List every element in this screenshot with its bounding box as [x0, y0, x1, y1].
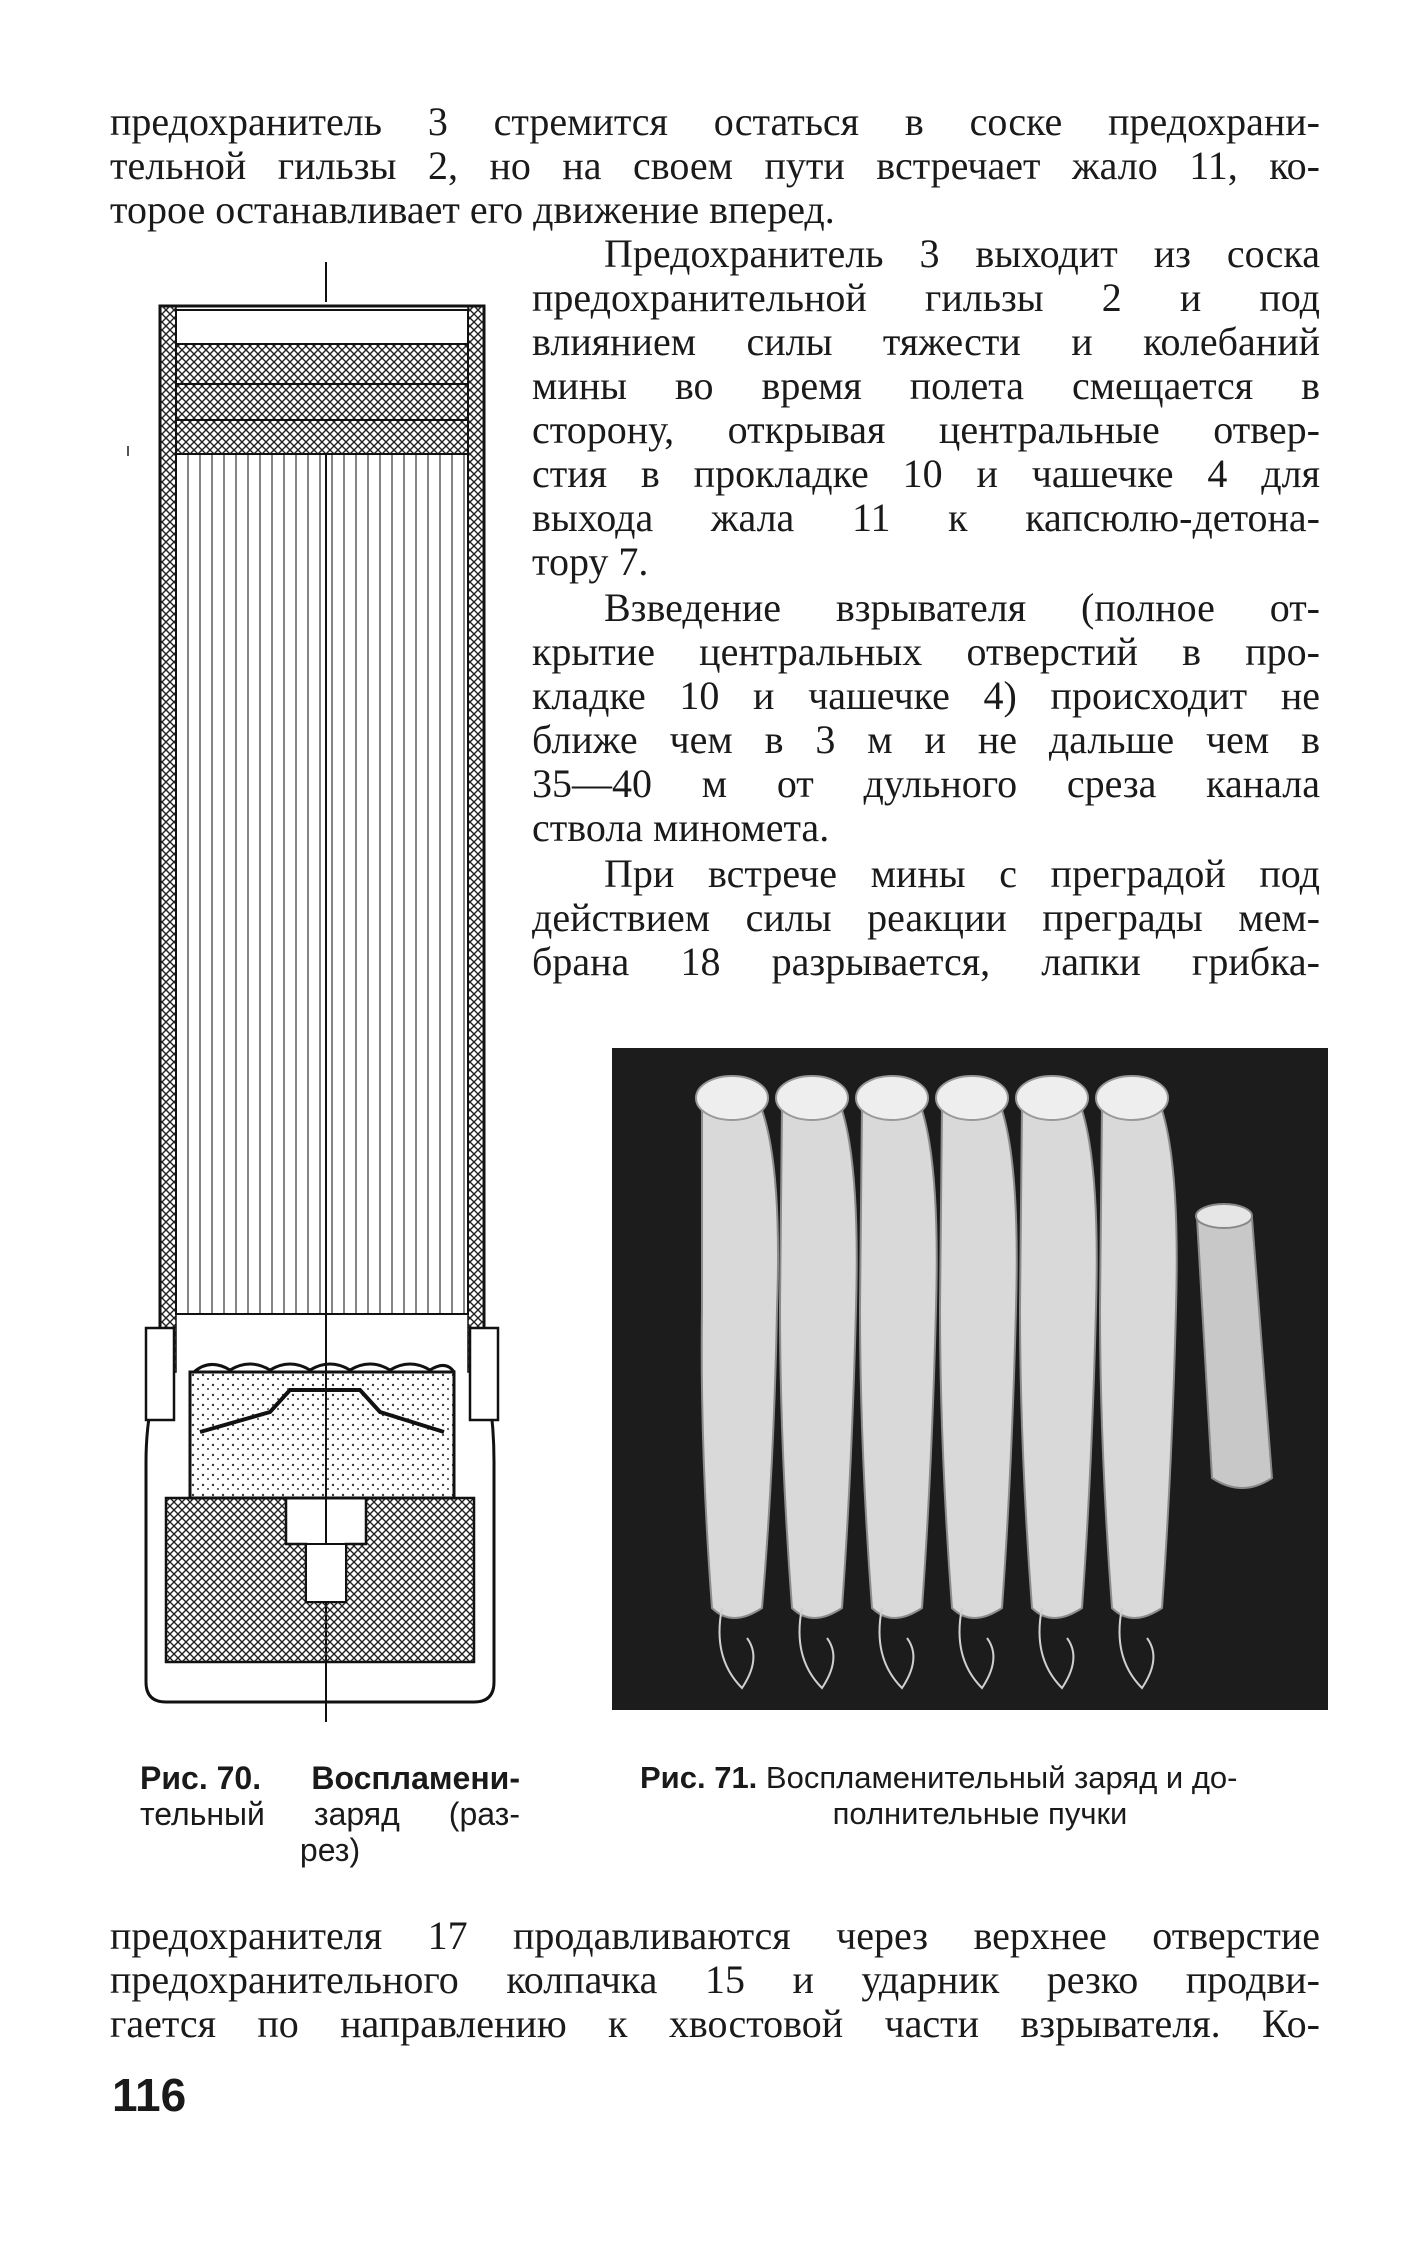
text-line: предохранителя 17 продавливаются через верхнее отверстие — [110, 1913, 1320, 1958]
text-line: влиянием силы тяжести и колебаний — [532, 319, 1320, 364]
text-line: предохранительной гильзы 2 и под — [532, 275, 1320, 320]
text-line: гается по направлению к хвостовой части взрывателя. Ко- — [110, 2001, 1320, 2046]
text-line: 35—40 м от дульного среза канала — [532, 761, 1320, 806]
text-line: предохранительного колпачка 15 и ударник резко продви- — [110, 1957, 1320, 2002]
text-line: стия в прокладке 10 и чашечке 4 для — [532, 451, 1320, 496]
page-number: 116 — [112, 2069, 187, 2121]
caption-line: полнительные пучки — [832, 1796, 1128, 1831]
text-line: Предохранитель 3 выходит из соска — [604, 231, 1320, 276]
text-line: сторону, открывая центральные отвер- — [532, 407, 1320, 452]
igniter-charge-cross-section-drawing — [110, 262, 510, 1722]
caption-line: Воспламенительный заряд и до- — [765, 1760, 1238, 1795]
text-line: тельной гильзы 2, но на своем пути встречает жало 11, ко- — [110, 143, 1320, 188]
text-line: кладке 10 и чашечке 4) происходит не — [532, 673, 1320, 718]
caption-line: Воспламени- — [311, 1760, 520, 1796]
text-line: действием силы реакции преграды мем- — [532, 895, 1320, 940]
text-line: Взведение взрывателя (полное от- — [604, 585, 1320, 630]
caption-line: рез) — [299, 1832, 361, 1868]
figure-label: Рис. 71. — [640, 1760, 758, 1795]
text-line: ствола миномета. — [532, 805, 830, 850]
text-line: При встрече мины с преградой под — [604, 851, 1320, 896]
figure-label: Рис. 70. — [140, 1760, 262, 1796]
text-line: предохранитель 3 стремится остаться в соске предохрани- — [110, 99, 1320, 144]
figure-70-caption — [140, 1760, 520, 1868]
text-line: крытие центральных отверстий в про- — [532, 629, 1320, 674]
text-line: тору 7. — [532, 539, 649, 584]
text-line: ближе чем в 3 м и не дальше чем в — [532, 717, 1320, 762]
caption-line: тельный заряд (раз- — [140, 1796, 520, 1832]
text-line: брана 18 разрывается, лапки грибка- — [532, 939, 1320, 984]
igniter-charge-photo — [612, 1048, 1328, 1710]
figure-71-caption — [640, 1760, 1320, 1832]
text-line: выхода жала 11 к капсюлю-детона- — [532, 495, 1320, 540]
text-line: мины во время полета смещается в — [532, 363, 1320, 408]
text-line: торое останавливает его движение вперед. — [110, 187, 835, 232]
